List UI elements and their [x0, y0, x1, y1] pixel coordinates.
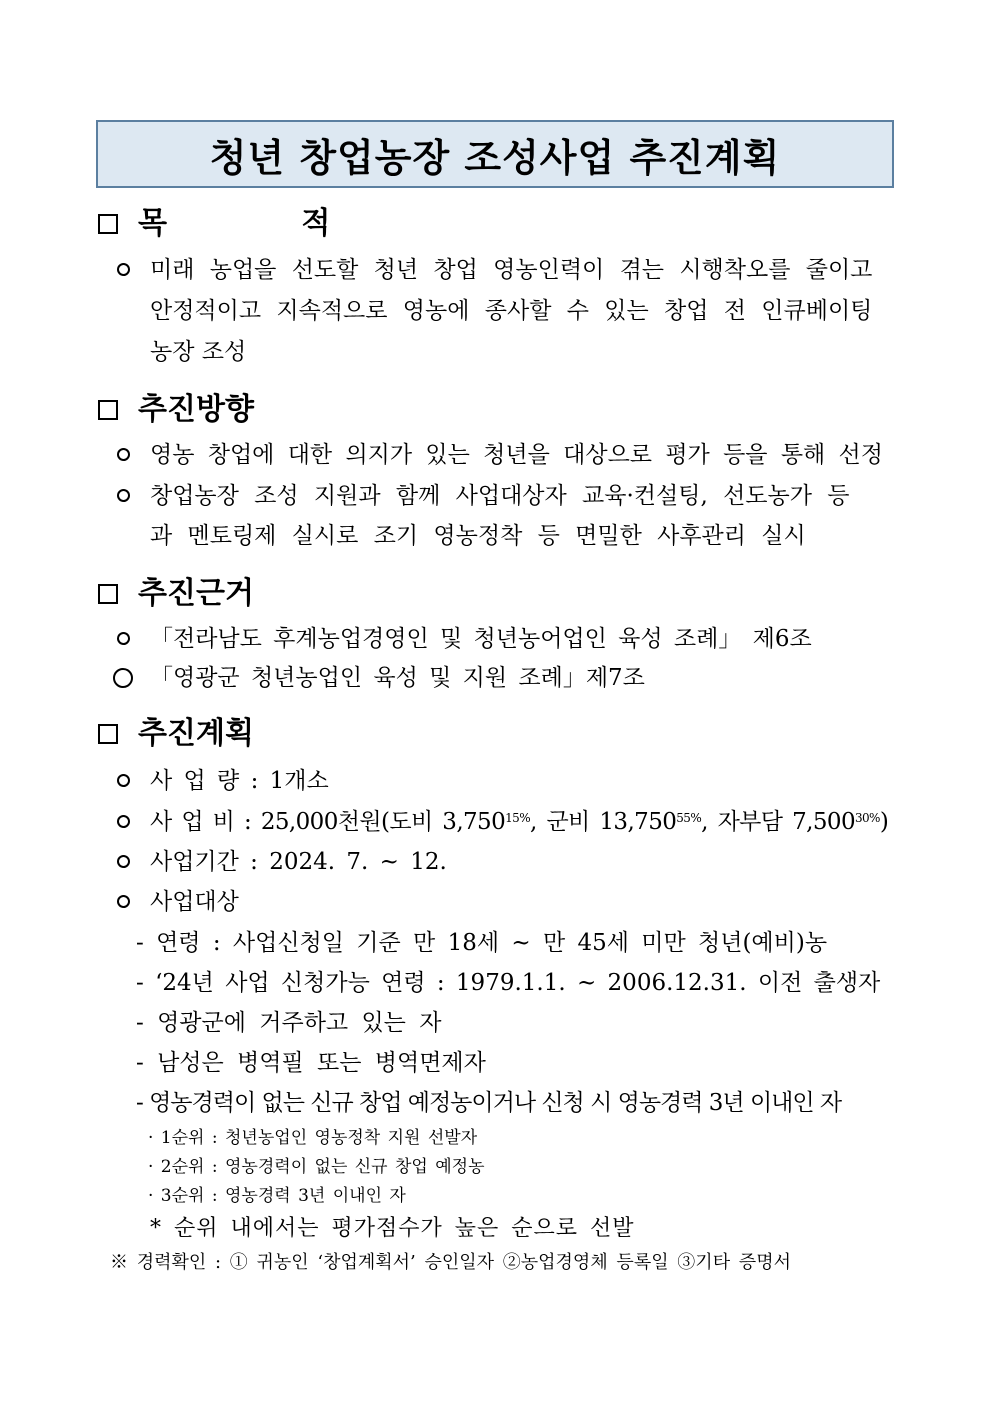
target-item: - 연령 : 사업신청일 기준 만 18세 ~ 만 45세 미만 청년(예비)농: [136, 930, 828, 956]
priority-item: · 1순위 : 청년농업인 영농정착 지원 선발자: [148, 1128, 478, 1148]
career-note: ※ 경력확인 : ① 귀농인 ‘창업계획서’ 승인일자 ②농업경영체 등록일 ③기타 증명서: [110, 1252, 791, 1273]
plan-budget: [150, 805, 888, 839]
plan-target-label: 사업대상: [150, 889, 239, 915]
direction-item-continued: 과 멘토링제 실시로 조기 영농정착 등 면밀한 사후관리 실시: [150, 523, 806, 549]
checkbox-square-icon: [98, 400, 118, 420]
basis-item: 「전라남도 후계농업경영인 및 청년농어업인 육성 조례」 제6조: [150, 626, 812, 652]
budget-prefix: 사 업 비 : 25,000천원(도비 3,750: [150, 809, 506, 835]
priority-note: * 순위 내에서는 평가점수가 높은 순으로 선발: [150, 1216, 635, 1241]
circle-bullet-icon: [117, 489, 130, 502]
circle-bullet-icon: [117, 632, 130, 645]
basis-item: 「영광군 청년농업인 육성 및 지원 조례」제7조: [150, 665, 645, 691]
section-heading-purpose: [98, 204, 392, 244]
priority-item: · 2순위 : 영농경력이 없는 신규 창업 예정농: [148, 1157, 485, 1177]
circle-bullet-icon: [117, 815, 130, 828]
heading-text: 목 적: [138, 206, 393, 241]
budget-self: , 자부담 7,500: [701, 809, 855, 835]
budget-suffix: ): [879, 809, 889, 835]
target-item: - 영농경력이 없는 신규 창업 예정농이거나 신청 시 영농경력 3년 이내인 자: [136, 1090, 842, 1116]
circle-bullet-icon: [117, 895, 130, 908]
target-item: - ‘24년 사업 신청가능 연령 : 1979.1.1. ~ 2006.12.31. 이전 출생자: [136, 970, 881, 996]
target-item: - 영광군에 거주하고 있는 자: [136, 1010, 442, 1036]
direction-item: 영농 창업에 대한 의지가 있는 청년을 대상으로 평가 등을 통해 선정: [150, 442, 883, 468]
heading-text: 추진계획: [138, 716, 254, 751]
circle-bullet-icon: [117, 448, 130, 461]
heading-text: 추진근거: [138, 576, 254, 611]
page-title: 청년 창업농장 조성사업 추진계획: [209, 135, 781, 180]
budget-share-county: 55%: [676, 811, 702, 825]
circle-bullet-icon: [113, 668, 133, 688]
circle-bullet-icon: [117, 774, 130, 787]
target-item: - 남성은 병역필 또는 병역면제자: [136, 1050, 486, 1076]
section-heading-plan: [98, 714, 254, 754]
budget-share-province: 15%: [505, 811, 531, 825]
priority-item: · 3순위 : 영농경력 3년 이내인 자: [148, 1186, 406, 1206]
section-heading-basis: [98, 574, 254, 614]
plan-period: 사업기간 : 2024. 7. ~ 12.: [150, 849, 447, 875]
checkbox-square-icon: [98, 724, 118, 744]
plan-quantity: 사 업 량 : 1개소: [150, 768, 329, 794]
direction-item: 창업농장 조성 지원과 함께 사업대상자 교육·컨설팅, 선도농가 등: [150, 483, 850, 509]
checkbox-square-icon: [98, 584, 118, 604]
section-heading-direction: [98, 390, 254, 430]
circle-bullet-icon: [117, 263, 130, 276]
checkbox-square-icon: [98, 214, 118, 234]
purpose-text-line: 안정적이고 지속적으로 영농에 종사할 수 있는 창업 전 인큐베이팅: [150, 298, 873, 324]
title-box: [96, 120, 894, 188]
budget-share-self: 30%: [854, 811, 880, 825]
purpose-text-line: 미래 농업을 선도할 청년 창업 영농인력이 겪는 시행착오를 줄이고: [150, 257, 873, 283]
purpose-text-line: 농장 조성: [150, 339, 247, 365]
heading-text: 추진방향: [138, 392, 254, 427]
circle-bullet-icon: [117, 855, 130, 868]
budget-county: , 군비 13,750: [530, 809, 677, 835]
